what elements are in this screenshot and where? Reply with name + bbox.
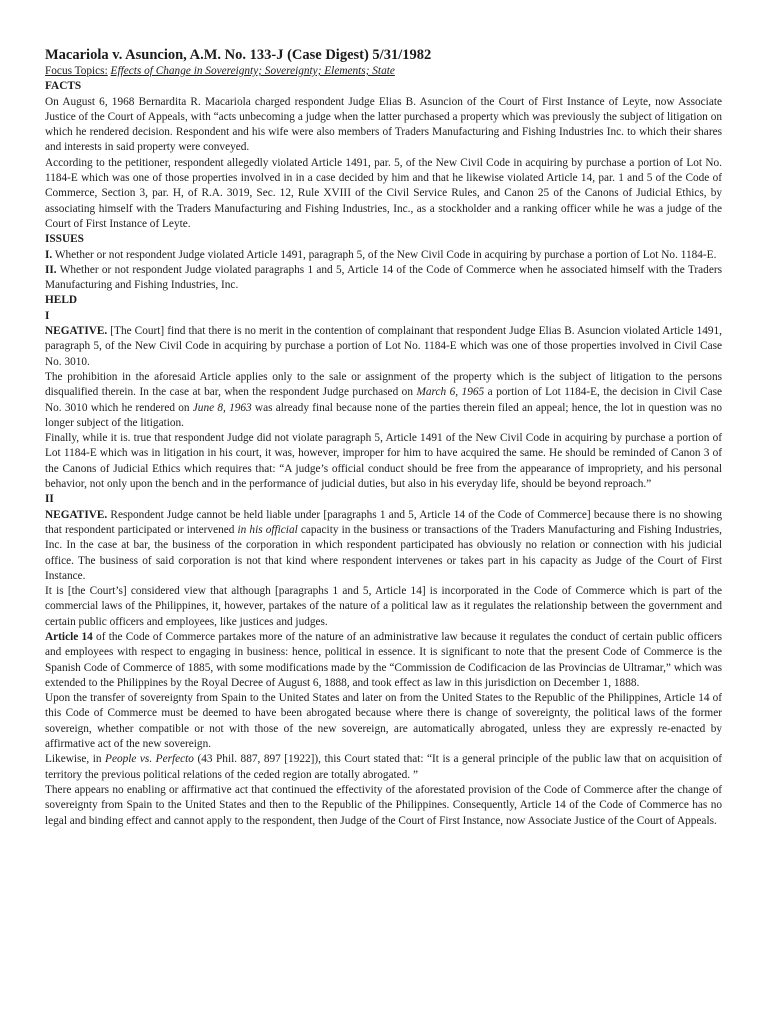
held-one-p2-part-b: a portion of Lot 1184-E, the decision in Civil Case No. 3010 which he rendered on <box>45 386 722 414</box>
held-two-heading: II <box>45 493 54 506</box>
held-two-p5-part-a: Likewise, in <box>45 753 106 766</box>
held-two-paragraph-4: Upon the transfer of sovereignty from Spain to the United States and later on from the United States to the Republic of the Philippines, Article 14 of this Code of Commerce must be deemed to have been abrogated because where there is change of sovereignty, the political laws of the former sovereign, whether compatible or not with those of the new sovereign, are automatically abrogated, unless they are expressly re-enacted by affirmative act of the new sovereign. <box>45 692 722 751</box>
held-two-paragraph-1 <box>45 508 722 584</box>
purchase-date: March 6, 1965 <box>416 386 485 399</box>
held-one-p2-part-a: The prohibition in the aforesaid Article applies only to the sale or assignment of the property which is the subject of litigation to the persons disqualified therein. In the case at bar, when the respondent Judge purchased on <box>45 370 722 399</box>
held-two-paragraph-2: It is [the Court’s] considered view that although [paragraphs 1 and 5, Article 14] is incorporated in the Code of Commerce which is part of the commercial laws of the Philippines, it, however, partakes of the nature of a political law as it regulates the relationship between the government and certain public officers and employees, like justices and judges. <box>45 585 722 628</box>
focus-topics-list: Effects of Change in Sovereignty; Sovereignty; Elements; State <box>110 65 395 77</box>
held-two-p1-part-b: capacity in the business or transactions of the Traders Manufacturing and Fishing Industries, Inc. In the case at bar, the business of the corporation in which respondent participated has obviously no relation or connection with his judicial office. The business of said corporation is not that kind where respondent intervenes or takes part in his capacity as Judge of the Court of First Instance. <box>45 523 722 582</box>
issue-2-number: II. <box>45 263 57 276</box>
held-one-paragraph-1-text: [The Court] find that there is no merit in the contention of complainant that respondent Judge Elias B. Asuncion violated Article 1491, paragraph 5, of the New Civil Code in acquiring by purchase a portion of Lot No. 1184-E which was one of those properties involved in Civil Case No. 3010. <box>45 325 722 368</box>
facts-paragraph-2: According to the petitioner, respondent allegedly violated Article 1491, par. 5, of the New Civil Code in acquiring by purchase a portion of Lot No. 1184-E which was one of those properties involved in in a case decided by him and that he likewise violated Article 14, par. 1 and 5 of the Code of Commerce, Section 3, par. H, of R.A. 3019, Sec. 12, Rule XVIII of the Civil Service Rules, and Canon 25 of the Canons of Judicial Ethics, by associating himself with the Traders Manufacturing and Fishing Industries, Inc., as a stockholder and a ranking officer while he was a judge of the Court of First Instance of Leyte. <box>45 156 722 230</box>
issue-2-text: Whether or not respondent Judge violated paragraphs 1 and 5, Article 14 of the Code of Commerce when he associated himself with the Traders Manufacturing and Fishing Industries, Inc. <box>45 263 722 292</box>
held-two-paragraph-3 <box>45 630 722 691</box>
held-two-p3-text: of the Code of Commerce partakes more of the nature of an administrative law because it regulates the conduct of certain public officers and employees with respect to engaging in business: hence, political in essence. It is significant to note that the present Code of Commerce is the Spanish Code of Commerce of 1885, with some modifications made by the “Commission de Codificacion de las Provincias de Ultramar,” which was extended to the Philippines by the Royal Decree of August 6, 1888, and took effect as law in this jurisdiction on December 1, 1888. <box>45 630 722 689</box>
held-one-heading: I <box>45 309 50 322</box>
held-one-paragraph-3: Finally, while it is. true that respondent Judge did not violate paragraph 5, Article 1491 of the New Civil Code in acquiring by purchase a portion of Lot 1184-E which was in litigation in his court, it was, however, improper for him to have acquired the same. He should be reminded of Canon 3 of the Canons of Judicial Ethics which requires that: “A judge’s official conduct should be free from the appearance of impropriety, and his personal behavior, not only upon the bench and in the performance of judicial duties, but also in his everyday life, should be beyond reproach.” <box>45 432 722 491</box>
facts-paragraph-1: On August 6, 1968 Bernardita R. Macariola charged respondent Judge Elias B. Asuncion of the Court of First Instance of Leyte, now Associate Justice of the Court of Appeals, with “acts unbecoming a judge when the latter purchased a property which was previously the subject of litigation on which he rendered decision. Respondent and his wife were also members of Traders Manufacturing and Fishing Industries Inc. to which their shares and interests in said property were conveyed. <box>45 95 722 154</box>
document-title: Macariola v. Asuncion, A.M. No. 133-J (Case Digest) 5/31/1982 <box>45 47 432 63</box>
held-one-p2-part-c: was already final because none of the parties therein filed an appeal; hence, the lot in question was no longer subject of the litigation. <box>45 401 723 429</box>
focus-topics-label: Focus Topics: <box>45 65 108 77</box>
facts-heading: FACTS <box>45 80 82 93</box>
held-two-paragraph-6: There appears no enabling or affirmative act that continued the effectivity of the aforestated provision of the Code of Commerce after the change of sovereignty from Spain to the United States and then to the Republic of the Philippines. Consequently, Article 14 of the Code of Commerce has no legal and binding effect and cannot apply to the respondent, then Judge of the Court of First Instance, now Associate Justice of the Court of Appeals. <box>45 783 722 827</box>
issue-1 <box>45 248 722 263</box>
held-two-ruling: NEGATIVE. <box>45 508 108 521</box>
held-two-paragraph-5 <box>45 752 722 783</box>
decision-date: June 8, 1963 <box>192 401 252 414</box>
issue-1-number: I. <box>45 248 53 261</box>
case-citation: People vs. Perfecto <box>105 753 194 766</box>
held-two-p1-italic: in his official <box>237 523 298 536</box>
held-two-p1-part-a: Respondent Judge cannot be held liable under [paragraphs 1 and 5, Article 14 of the Code of Commerce] because there is no showing that respondent participated or intervened <box>45 508 722 536</box>
article-14-label: Article 14 <box>45 630 93 643</box>
focus-topics <box>45 64 722 79</box>
held-two-p5-part-b: (43 Phil. 887, 897 [1922]), this Court stated that: “It is a general principle of the public law that on acquisition of territory the previous political relations of the ceded region are totally abrogated. ” <box>45 753 722 781</box>
issue-2 <box>45 263 722 294</box>
held-heading: HELD <box>45 294 78 307</box>
issue-1-text: Whether or not respondent Judge violated Article 1491, paragraph 5, of the New Civil Code in acquiring by purchase a portion of Lot No. 1184-E. <box>52 248 717 261</box>
issues-heading: ISSUES <box>45 233 84 246</box>
held-one-paragraph-1 <box>45 324 722 370</box>
held-one-paragraph-2 <box>45 370 722 431</box>
held-one-ruling: NEGATIVE. <box>45 325 108 338</box>
